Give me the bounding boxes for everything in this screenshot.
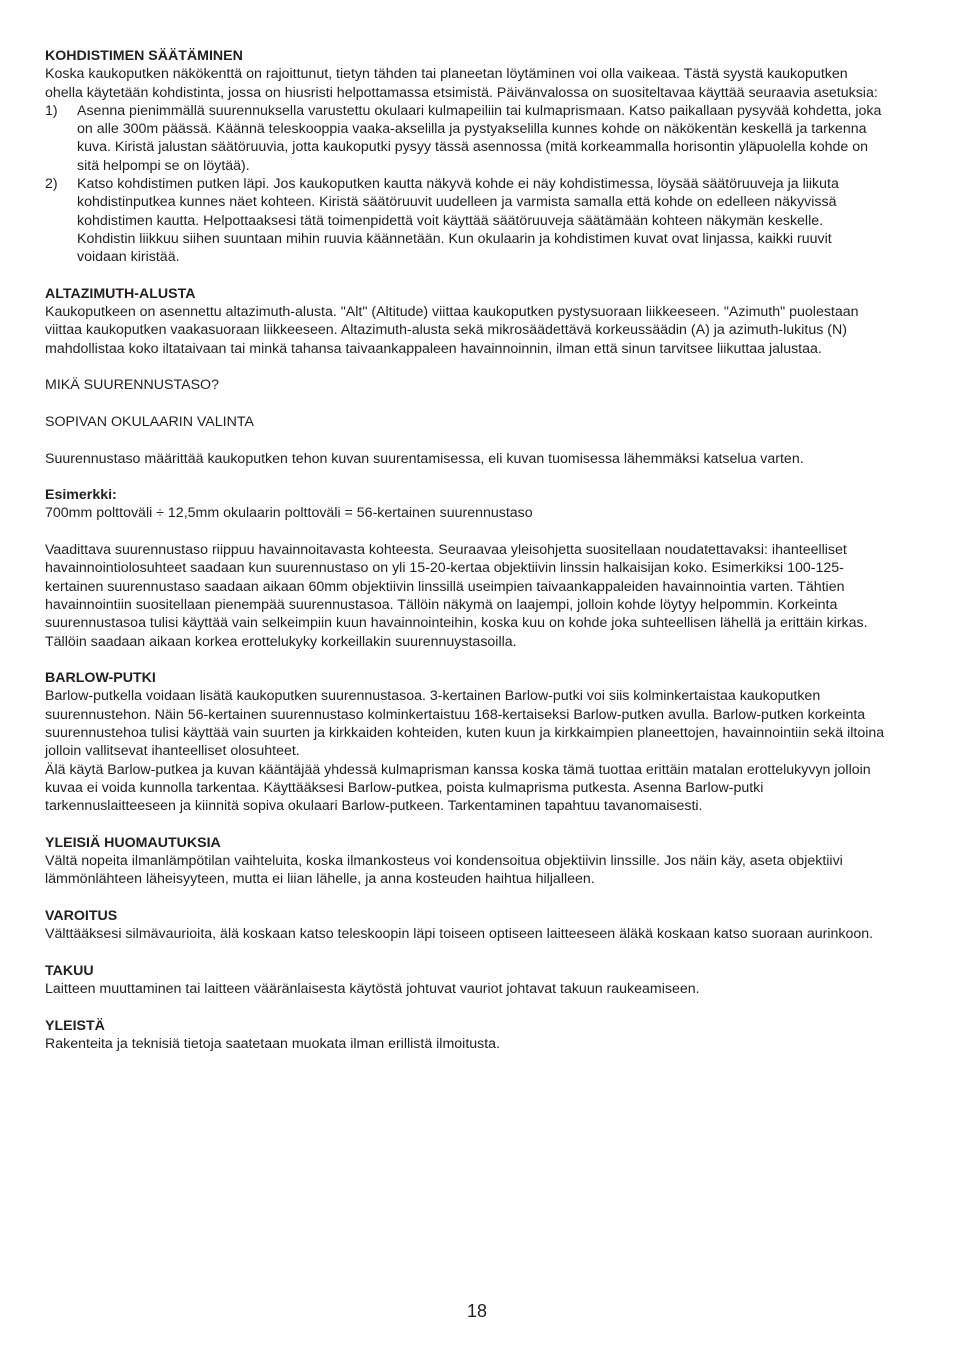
list-item: [45, 102, 885, 175]
section-paragraph: Älä käytä Barlow-putkea ja kuvan kääntäjää yhdessä kulmaprisman kanssa koska tämä tuottaa erittäin matalan erottelukyvyn jolloin kuvaa ei voida kunnolla tarkentaa. Käyttääksesi Barlow-putkea, poista kulmaprisma putkesta. Asenna Barlow-putki tarkennuslaitteeseen ja kiinnitä sopiva okulaari Barlow-putkeen. Tarkentaminen tapahtuu tavanomaisesti.: [45, 761, 871, 815]
list-item-number: 2): [45, 176, 58, 193]
section-varoitus: [45, 907, 885, 944]
section-paragraph: Kaukoputkeen on asennettu altazimuth-alusta. "Alt" (Altitude) viittaa kaukoputken pystysuoraan liikkeeseen. "Azimuth" puolestaan viittaa kaukoputken vaakasuoraan liikkeeseen. Altazimuth-alusta sekä mikrosäädettävä korkeussäädin (A) ja azimuth-lukitus (N) mahdollistaa koko iltataivaan tai minkä tahansa taivaankappaleen havainnoinnin, ilman että sinun tarvitsee liikuttaa jalustaa.: [45, 304, 859, 357]
list-item: [45, 175, 885, 266]
section-paragraph: Vältä nopeita ilmanlämpötilan vaihteluita, koska ilmankosteus voi kondensoitua objektiivin linssille. Jos näin käy, aseta objektiivi lämmönlähteen läheisyyteen, mutta ei liian lähelle, ja anna kosteuden haihtua hiljalleen.: [45, 853, 843, 888]
section-suurennustaso-guidance: [45, 541, 885, 651]
instruction-list: [45, 102, 885, 267]
section-takuu: [45, 962, 885, 999]
section-paragraph: MIKÄ SUURENNUSTASO?: [45, 377, 219, 394]
list-item-text: Katso kohdistimen putken läpi. Jos kaukoputken kautta näkyvä kohde ei näy kohdistimessa, löysää säätöruuveja ja liikuta kohdistinputkea kunnes näet kohteen. Kiristä säätöruuvit uudelleen ja varmista samalla että kohde on edelleen näkyvissä kohdistimen kautta. Helpottaaksesi tätä toimenpidettä voit käyttää säätöruuveja säätämään kohteen näkymän keskelle. Kohdistin liikkuu siihen suuntaan mihin ruuvia käännetään. Kun okulaarin ja kohdistimen kuvat ovat linjassa, kaikki ruuvit voidaan kiristää.: [77, 176, 839, 266]
section-suurennustaso-question: [45, 376, 885, 394]
section-paragraph: 700mm polttoväli ÷ 12,5mm okulaarin polttoväli = 56-kertainen suurennustaso: [45, 505, 533, 522]
section-paragraph: Laitteen muuttaminen tai laitteen vääränlaisesta käytöstä johtuvat vauriot johtavat takuun raukeamiseen.: [45, 981, 700, 998]
section-heading: YLEISIÄ HUOMAUTUKSIA: [45, 834, 221, 851]
list-item-number: 1): [45, 102, 58, 119]
section-paragraph: SOPIVAN OKULAARIN VALINTA: [45, 413, 254, 430]
section-heading: ALTAZIMUTH-ALUSTA: [45, 285, 196, 302]
section-yleista: [45, 1017, 885, 1054]
section-paragraph: Välttääksesi silmävaurioita, älä koskaan katso teleskoopin läpi toiseen optiseen laitteeseen äläkä koskaan katso suoraan aurinkoon.: [45, 926, 874, 943]
section-paragraph: Rakenteita ja teknisiä tietoja saatetaan muokata ilman erillistä ilmoitusta.: [45, 1036, 501, 1053]
section-suurennustaso-definition: [45, 450, 885, 468]
section-barlow-putki: [45, 669, 885, 815]
section-kohdistimen-saataminen: [45, 47, 885, 267]
section-yleisia-huomautuksia: [45, 834, 885, 889]
section-heading: VAROITUS: [45, 907, 118, 924]
section-heading: YLEISTÄ: [45, 1017, 105, 1034]
section-esimerkki: [45, 486, 885, 523]
section-paragraph: Suurennustaso määrittää kaukoputken tehon kuvan suurentamisessa, eli kuvan tuomisessa lähemmäksi katselua varten.: [45, 450, 804, 467]
section-heading: KOHDISTIMEN SÄÄTÄMINEN: [45, 48, 243, 64]
section-paragraph: Vaadittava suurennustaso riippuu havainnoitavasta kohteesta. Seuraavaa yleisohjetta suositellaan noudatettavaksi: ihanteelliset havainnointiolosuhteet saadaan kun suurennustaso on yli 15-20-kertaa objektiivin linssin halkaisijan koko. Esimerkiksi 100-125-kertainen suurennustaso saadaan aikaan 60mm objektiivin linssillä useimpien taivaankappaleiden havainnointia varten. Tähtien havainnointiin suositellaan pienempää suurennustasoa. Tällöin näkymä on laajempi, jolloin kohde löytyy helpommin. Korkeinta suurennustasoa tulisi käyttää vain selkeimpiin kuun havainnointeihin, koska kuu on kohde joka suhteellisen lähellä ja erittäin kirkas. Tällöin saadaan aikaan korkea erottelukyky korkeillakin suurennuystasoilla.: [45, 542, 868, 650]
section-paragraph: Barlow-putkella voidaan lisätä kaukoputken suurennustasoa. 3-kertainen Barlow-putki voi siis kolminkertaistaa kaukoputken suurennustehon. Näin 56-kertainen suurennustaso kolminkertaistuu 168-kertaiseksi Barlow-putken avulla. Barlow-putken korkeinta suurennustehoa tulisi käyttää vain suurten ja kirkkaiden kohteiden, kuten kuun ja kirkkaimpien planeettojen, havainnointiin sekä iltoina jolloin vallitsevat ihanteelliset olosuhteet.: [45, 688, 885, 760]
section-heading: BARLOW-PUTKI: [45, 670, 156, 687]
section-paragraph: Koska kaukoputken näkökenttä on rajoittunut, tietyn tähden tai planeetan löytäminen voi olla vaikeaa. Tästä syystä kaukoputken ohella käytetään kohdistinta, jossa on hiusristi helpottamassa etsimistä. Päivänvalossa on suositeltavaa käyttää seuraavia asetuksia:: [45, 66, 878, 101]
page-number: 18: [466, 1301, 488, 1321]
list-item-text: Asenna pienimmällä suurennuksella varustettu okulaari kulmapeiliin tai kulmaprismaan. Katso paikallaan pysyvää kohdetta, joka on alle 300m päässä. Käännä teleskooppia vaaka-akselilla ja pystyakselilla kunnes kohde on näkökentän keskellä ja tarkenna kuva. Kiristä jalustan säätöruuvia, jotta kaukoputki pysyy tässä asennossa (mitä korkeammalla horisontin yläpuolella kohde on sitä helpompi se on löytää).: [77, 102, 882, 174]
section-heading: Esimerkki:: [45, 487, 117, 504]
section-okulaarin-valinta: [45, 413, 885, 431]
document-body: [45, 47, 885, 1072]
section-heading: TAKUU: [45, 962, 94, 979]
section-altazimuth-alusta: [45, 285, 885, 358]
